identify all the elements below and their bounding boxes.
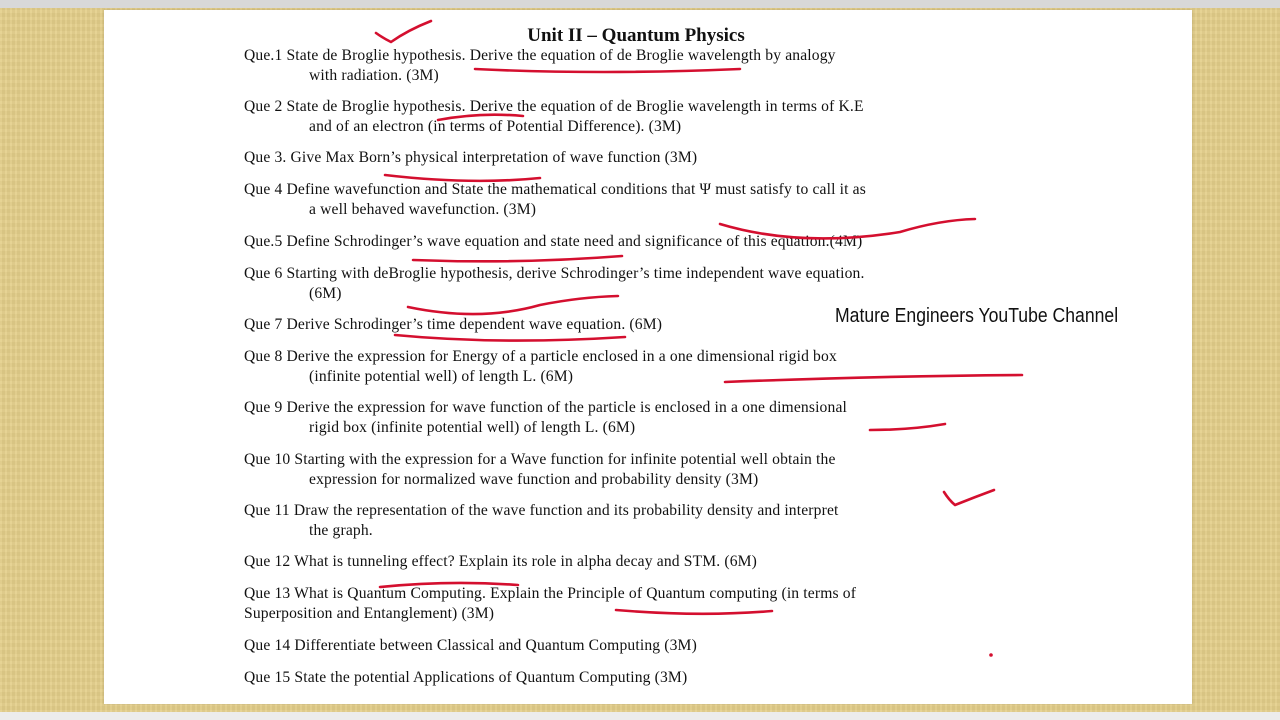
question-line: Que.1 State de Broglie hypothesis. Derive the equation of de Broglie wavelength by analogy <box>244 47 836 64</box>
question-15 <box>244 668 1134 688</box>
question-line: Que.5 Define Schrodinger’s wave equation and state need and significance of this equation.(4M) <box>244 233 863 250</box>
question-line: Que 14 Differentiate between Classical and Quantum Computing (3M) <box>244 637 697 654</box>
question-line: Que 3. Give Max Born’s physical interpretation of wave function (3M) <box>244 149 698 166</box>
question-line: Que 2 State de Broglie hypothesis. Derive the equation of de Broglie wavelength in terms of K.E <box>244 98 864 115</box>
channel-watermark: Mature Engineers YouTube Channel <box>835 305 1119 327</box>
question-line: (6M) <box>309 285 342 302</box>
question-line: and of an electron (in terms of Potential Difference). (3M) <box>309 118 682 135</box>
question-line: Que 7 Derive Schrodinger’s time dependent wave equation. (6M) <box>244 316 663 333</box>
question-12 <box>244 552 1134 572</box>
question-6 <box>244 264 1134 304</box>
question-line: Que 4 Define wavefunction and State the mathematical conditions that Ψ must satisfy to call it as <box>244 181 866 198</box>
question-line: rigid box (infinite potential well) of length L. (6M) <box>309 419 636 436</box>
question-line: Que 10 Starting with the expression for a Wave function for infinite potential well obtain the <box>244 451 836 468</box>
question-line: Que 8 Derive the expression for Energy of a particle enclosed in a one dimensional rigid box <box>244 348 837 365</box>
question-1 <box>244 46 1134 86</box>
question-line: Que 13 What is Quantum Computing. Explain the Principle of Quantum computing (in terms of <box>244 585 857 602</box>
bottom-border <box>0 712 1280 720</box>
question-8 <box>244 347 1134 387</box>
top-border <box>0 0 1280 8</box>
question-2 <box>244 97 1134 137</box>
question-14 <box>244 636 1134 656</box>
question-line: a well behaved wavefunction. (3M) <box>309 201 537 218</box>
question-line: the graph. <box>309 522 373 539</box>
question-line: Que 12 What is tunneling effect? Explain its role in alpha decay and STM. (6M) <box>244 553 758 570</box>
question-line: Que 11 Draw the representation of the wave function and its probability density and interpret <box>244 502 839 519</box>
question-3 <box>244 148 1134 168</box>
question-13 <box>244 584 1134 624</box>
question-5 <box>244 232 1134 252</box>
question-line: expression for normalized wave function and probability density (3M) <box>309 471 759 488</box>
question-line: Que 9 Derive the expression for wave function of the particle is enclosed in a one dimensional <box>244 399 848 416</box>
question-10 <box>244 450 1134 490</box>
question-line: with radiation. (3M) <box>309 67 439 84</box>
question-line: Que 6 Starting with deBroglie hypothesis, derive Schrodinger’s time independent wave equation. <box>244 265 865 282</box>
question-line: Que 15 State the potential Applications of Quantum Computing (3M) <box>244 669 688 686</box>
question-9 <box>244 398 1134 438</box>
question-11 <box>244 501 1134 541</box>
question-line: (infinite potential well) of length L. (6M) <box>309 368 574 385</box>
page-title: Unit II – Quantum Physics <box>527 25 745 46</box>
question-line: Superposition and Entanglement) (3M) <box>244 605 495 622</box>
question-4 <box>244 180 1134 220</box>
question-sheet <box>104 10 1192 704</box>
